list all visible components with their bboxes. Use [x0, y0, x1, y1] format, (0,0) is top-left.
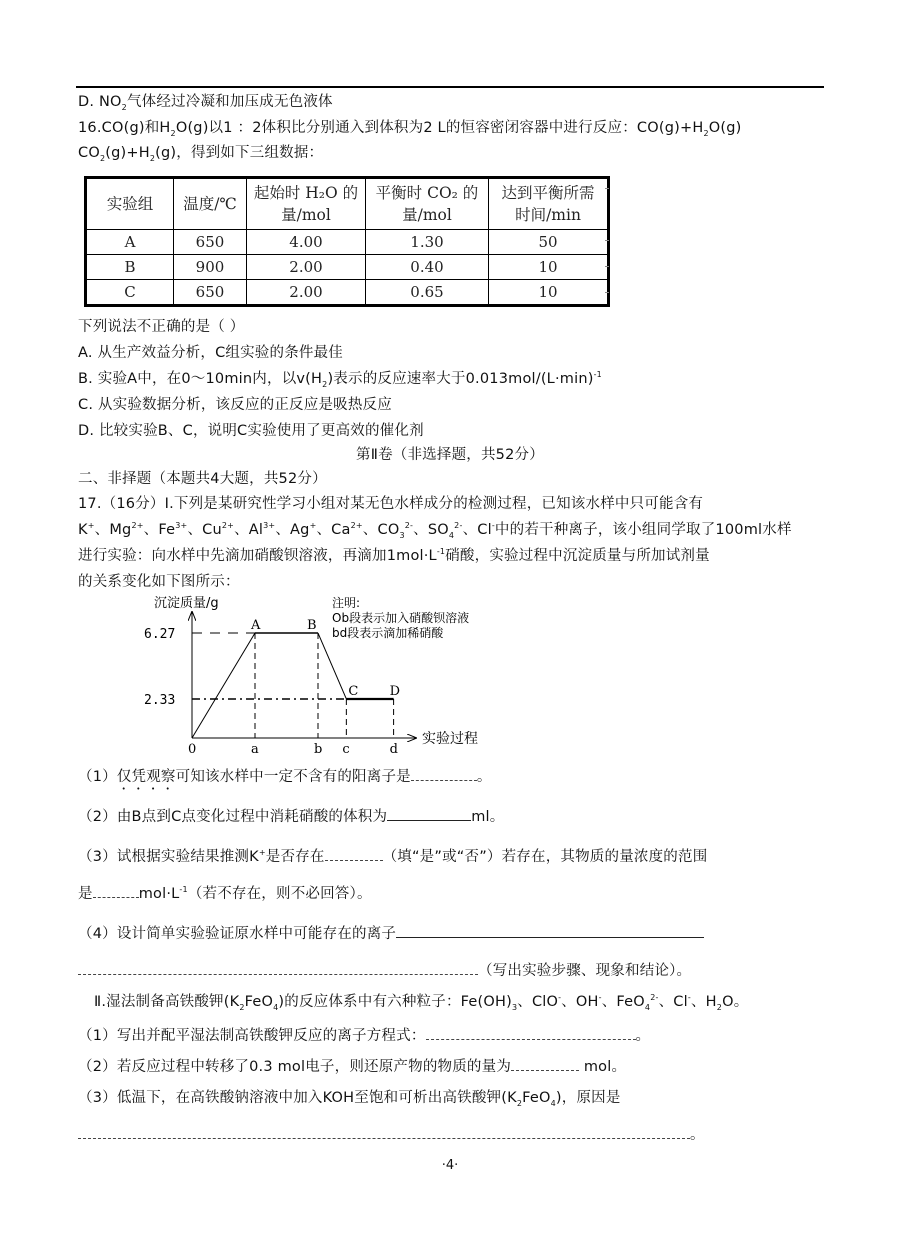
table-cell: 4.00	[247, 230, 366, 255]
answer-blank[interactable]	[325, 846, 383, 861]
header-rule	[76, 86, 824, 88]
answer-blank[interactable]	[387, 806, 471, 821]
ion: $Cu^{2+}$	[202, 521, 235, 538]
q16-option-c: C. 从实验数据分析，该反应的正反应是吸热反应	[78, 397, 392, 413]
q16-stem-line2: $CO_2(g)+H_2(g)$，得到如下三组数据：	[78, 145, 324, 163]
table-cell: 0.40	[366, 255, 489, 280]
table-cell: 10	[489, 255, 609, 280]
q15-option-d: D. $NO_2$气体经过冷凝和加压成无色液体	[78, 94, 333, 112]
header-time: 达到平衡所需 时间/min	[489, 178, 609, 230]
ion-separator: 、	[94, 522, 110, 538]
header-temperature: 温度/℃	[174, 178, 247, 230]
y-tick-label: 6.27	[144, 627, 176, 642]
q16-option-a: A. 从生产效益分析，C组实验的条件最佳	[78, 345, 344, 361]
q17-part2-sub3-answer: 。	[78, 1124, 705, 1145]
ion: K+	[78, 521, 95, 538]
q16-option-b: B. 实验A中，在0～10min内，以$v(H_2)$表示的反应速率大于$0.013mol/(L\cdot\min)^{-1}$	[78, 370, 602, 389]
precipitate-mass-chart	[140, 590, 520, 760]
table-cell: 650	[174, 280, 247, 306]
q17-sub3-line2: 是 $mol\cdot L^{-1}$（若不存在，则不必回答）。	[78, 883, 372, 904]
note-line-2: bd段表示滴加稀硝酸	[332, 626, 444, 640]
ion-separator: 、	[275, 522, 291, 538]
q17-sub3-line1: （3）试根据实验结果推测K+是否存在 （填“是”或“否”）若存在，其物质的量浓度的范围	[78, 846, 707, 867]
ion: Ag+	[290, 521, 317, 538]
header-co2-equilibrium: 平衡时 CO₂ 的 量/mol	[366, 178, 489, 230]
q17-intro-line3: 进行实验：向水样中先滴加硝酸钡溶液，再滴加$1mol\cdot L^{-1}$硝酸，实验过程中沉淀质量与所加试剂量	[78, 547, 710, 564]
q17-intro-line1: 17.（16分）Ⅰ.下列是某研究性学习小组对某无色水样成分的检测过程，已知该水样中只可能含有	[78, 496, 704, 512]
table-header-row	[86, 178, 609, 230]
q17-sub1: （1）仅凭观察可知该水样中一定不含有的阳离子是 。	[78, 766, 492, 793]
ion-separator: 、	[234, 522, 249, 538]
header-h2o-initial: 起始时 H₂O 的 量/mol	[247, 178, 366, 230]
header-group: 实验组	[86, 178, 174, 230]
ion: $Fe^{3+}$	[158, 521, 188, 538]
table-row	[86, 255, 609, 280]
ion-separator: 、	[316, 522, 332, 538]
q16-stem-line1: 16.CO(g)和$H_2O(g)$以1 ：2体积比分别通入到体积为2 L的恒容密闭容器中进行反应：$CO(g)+H_2O(g)$	[78, 120, 742, 138]
table-margin-mark	[605, 188, 609, 189]
section-heading: 二、非择题（本题共4大题，共52分）	[78, 471, 327, 487]
q16-question: 下列说法不正确的是（ ）	[78, 319, 245, 335]
point-label-a: A	[251, 618, 261, 633]
x-tick-label: b	[314, 742, 323, 757]
table-cell: C	[86, 280, 174, 306]
table-cell: 10	[489, 280, 609, 306]
table-margin-mark	[605, 240, 609, 241]
answer-blank[interactable]	[78, 960, 478, 975]
ion-separator: 、	[462, 522, 478, 538]
table-cell: A	[86, 230, 174, 255]
ion: Cl-	[477, 521, 495, 538]
note-title: 注明:	[332, 596, 361, 610]
table-row	[86, 230, 609, 255]
q16-option-d: D. 比较实验B、C，说明C实验使用了更高效的催化剂	[78, 423, 424, 439]
table-cell: 900	[174, 255, 247, 280]
x-axis-label: 实验过程	[422, 731, 478, 747]
data-segment	[318, 633, 346, 699]
q17-intro-line4: 的关系变化如下图所示：	[78, 574, 240, 590]
table-cell: 2.00	[247, 255, 366, 280]
table-cell: B	[86, 255, 174, 280]
experiment-table	[84, 176, 610, 307]
table-row	[86, 280, 609, 306]
ion: $Ca^{2+}$	[331, 521, 363, 538]
x-tick-label: d	[389, 742, 398, 757]
table-margin-mark	[605, 266, 609, 267]
table-cell: 0.65	[366, 280, 489, 306]
answer-blank[interactable]	[93, 883, 139, 898]
answer-blank[interactable]	[396, 923, 704, 938]
data-segment	[192, 633, 255, 738]
q17-sub4-line1: （4）设计简单实验验证原水样中可能存在的离子	[78, 923, 704, 944]
point-label-b: B	[307, 618, 317, 633]
y-tick-label: 2.33	[144, 692, 176, 708]
x-tick-label: a	[251, 742, 259, 757]
ion-separator: 、	[413, 522, 428, 538]
page-number: ·4·	[441, 1158, 459, 1173]
ion: $Al^{3+}$	[248, 521, 276, 538]
ion-separator: 、	[143, 522, 159, 538]
volume-title: 第Ⅱ卷（非选择题，共52分）	[356, 447, 544, 463]
table-margin-mark	[605, 292, 609, 293]
answer-blank[interactable]	[411, 766, 477, 781]
table-cell: 2.00	[247, 280, 366, 306]
x-tick-label: 0	[188, 742, 197, 757]
ion-separator: 、	[187, 522, 203, 538]
note-line-1: Ob段表示加入硝酸钡溶液	[332, 611, 470, 625]
ion: $CO_3^{2-}$	[377, 521, 414, 540]
answer-blank[interactable]	[426, 1025, 636, 1040]
q17-part2-intro: Ⅱ.湿法制备高铁酸钾$(K_2FeO_4)$的反应体系中有六种粒子：$Fe(OH)_3$、ClO-、OH-、FeO$_4^{2-}$、Cl-、$H_2O$。	[94, 993, 749, 1012]
point-label-c: C	[348, 683, 359, 699]
q17-part2-sub2: （2）若反应过程中转移了0.3 mol电子，则还原产物的物质的量为 mol。	[78, 1056, 626, 1077]
ion: $Mg^{2+}$	[109, 521, 144, 538]
table-cell: 50	[489, 230, 609, 255]
x-tick-label: c	[342, 742, 350, 757]
table-cell: 1.30	[366, 230, 489, 255]
point-label-d: D	[389, 683, 401, 699]
q17-part2-sub1: （1）写出并配平湿法制高铁酸钾反应的离子方程式： 。	[78, 1025, 650, 1046]
answer-blank[interactable]	[511, 1056, 579, 1071]
q17-part2-sub3: （3）低温下，在高铁酸钠溶液中加入KOH至饱和可析出高铁酸钾$(K_2FeO_4)$，原因是	[78, 1090, 621, 1108]
q17-sub2: （2）由B点到C点变化过程中消耗硝酸的体积为 ml。	[78, 806, 504, 827]
ion: $SO_4^{2-}$	[427, 521, 463, 540]
q17-sub4-line2: （写出实验步骤、现象和结论）。	[78, 960, 691, 981]
q17-intro-line2: K+、$Mg^{2+}$、$Fe^{3+}$、$Cu^{2+}$、$Al^{3+}$、Ag+、$Ca^{2+}$、$CO_3^{2-}$、$SO_4^{2-}$、Cl-中的若干种离子，该小组同学取了100ml水样	[78, 521, 792, 540]
table-cell: 650	[174, 230, 247, 255]
ion-list	[78, 522, 495, 538]
y-axis-label: 沉淀质量/g	[154, 596, 219, 611]
ion-separator: 、	[362, 522, 378, 538]
answer-blank[interactable]	[78, 1124, 690, 1139]
